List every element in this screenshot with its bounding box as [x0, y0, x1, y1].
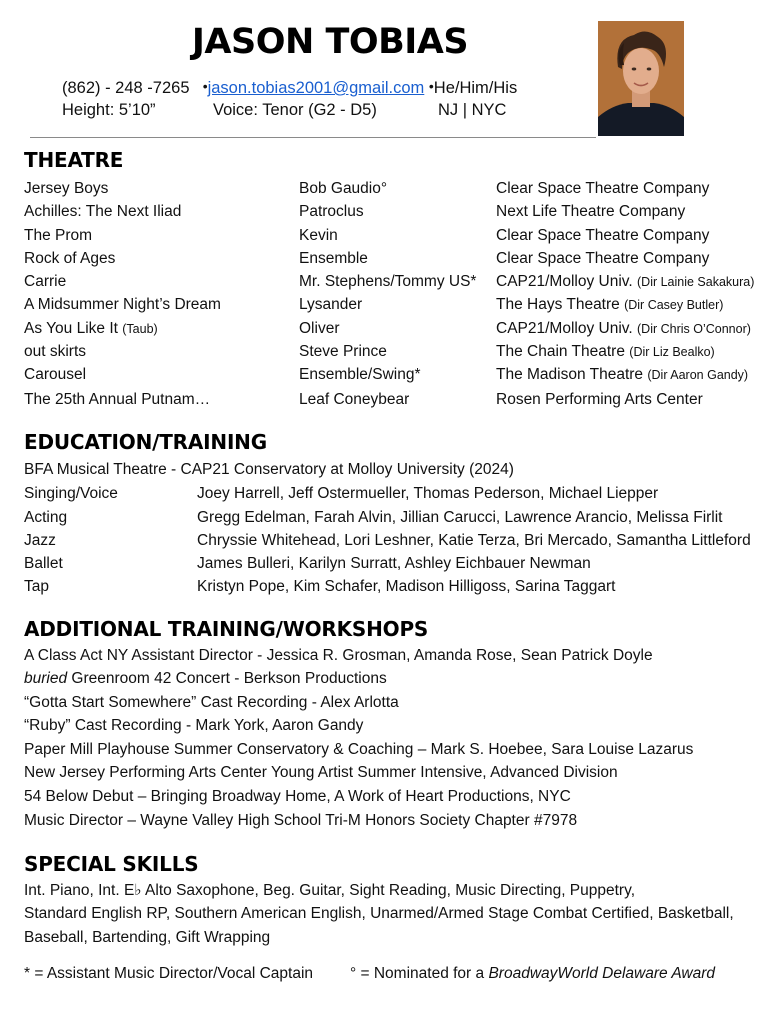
- venue: CAP21/Molloy Univ. (Dir Lainie Sakakura): [496, 273, 755, 291]
- theatre-heading: THEATRE: [24, 148, 124, 172]
- role: Ensemble: [299, 249, 368, 267]
- venue: The Chain Theatre (Dir Liz Bealko): [496, 343, 715, 361]
- workshop-item: Paper Mill Playhouse Summer Conservatory & Coaching – Mark S. Hoebee, Sara Louise Lazarus: [24, 741, 694, 758]
- table-row: [24, 271, 764, 294]
- role: Steve Prince: [299, 343, 387, 361]
- venue: Clear Space Theatre Company: [496, 249, 710, 267]
- venue: Rosen Performing Arts Center: [496, 390, 703, 408]
- show-title: Carrie: [24, 273, 67, 291]
- resume-name: JASON TOBIAS: [191, 22, 469, 62]
- list-item: [24, 485, 764, 508]
- table-row: [24, 364, 764, 389]
- role: Kevin: [299, 226, 338, 244]
- skills-line: Standard English RP, Southern American English, Unarmed/Armed Stage Combat Certified, Basketball,: [24, 905, 734, 922]
- role: Bob Gaudio°: [299, 180, 388, 197]
- theatre-credits-table: [24, 178, 764, 412]
- show-title: Carousel: [24, 366, 87, 384]
- headshot-photo: [598, 21, 684, 136]
- training-category: Singing/Voice: [24, 485, 118, 502]
- show-title: The 25th Annual Putnam…: [24, 390, 211, 408]
- role: Oliver: [299, 319, 340, 337]
- training-teachers: James Bulleri, Karilyn Surratt, Ashley Eichbauer Newman: [197, 555, 591, 572]
- list-item: [24, 555, 764, 578]
- training-category: Ballet: [24, 555, 63, 572]
- show-title: Jersey Boys: [24, 180, 109, 197]
- show-title: out skirts: [24, 343, 87, 361]
- table-row: [24, 389, 764, 412]
- email-link[interactable]: jason.tobias2001@gmail.com: [207, 79, 425, 97]
- workshop-item: A Class Act NY Assistant Director - Jessica R. Grosman, Amanda Rose, Sean Patrick Doyle: [24, 647, 653, 664]
- role: Ensemble/Swing*: [299, 366, 421, 384]
- role: Lysander: [299, 296, 363, 314]
- height-value: Height: 5’10”: [62, 101, 156, 119]
- skills-line: Baseball, Bartending, Gift Wrapping: [24, 929, 271, 946]
- venue: CAP21/Molloy Univ. (Dir Chris O’Connor): [496, 319, 751, 337]
- additional-training-heading: ADDITIONAL TRAINING/WORKSHOPS: [24, 617, 429, 641]
- training-category: Tap: [24, 578, 49, 595]
- show-note: (Taub): [122, 321, 158, 336]
- show-title: A Midsummer Night’s Dream: [24, 296, 221, 314]
- footnote-degree-symbol: ° = Nominated for a BroadwayWorld Delaware Award: [350, 965, 716, 982]
- training-teachers: Kristyn Pope, Kim Schafer, Madison Hilligoss, Sarina Taggart: [197, 578, 616, 595]
- director-note: (Dir Chris O’Connor): [637, 321, 751, 336]
- workshop-item: buried Greenroom 42 Concert - Berkson Productions: [24, 670, 387, 687]
- director-note: (Dir Lainie Sakakura): [637, 275, 755, 290]
- training-teachers: Gregg Edelman, Farah Alvin, Jillian Carucci, Lawrence Arancio, Melissa Firlit: [197, 509, 723, 526]
- list-item: [24, 509, 764, 532]
- pronouns: He/Him/His: [433, 79, 518, 97]
- list-item: [24, 578, 764, 601]
- separator-dot: •: [428, 78, 434, 94]
- director-note: (Dir Liz Bealko): [629, 345, 715, 360]
- skills-line: Int. Piano, Int. E♭ Alto Saxophone, Beg. Guitar, Sight Reading, Music Directing, Puppetry,: [24, 882, 636, 899]
- workshop-item: “Gotta Start Somewhere” Cast Recording - Alex Arlotta: [24, 694, 399, 711]
- workshop-item: Music Director – Wayne Valley High School Tri-M Honors Society Chapter #7978: [24, 812, 578, 829]
- role: Mr. Stephens/Tommy US*: [299, 273, 477, 291]
- venue: Clear Space Theatre Company: [496, 226, 710, 244]
- venue: Clear Space Theatre Company: [496, 180, 710, 197]
- workshop-item: “Ruby” Cast Recording - Mark York, Aaron Gandy: [24, 717, 364, 734]
- show-title: Rock of Ages: [24, 249, 116, 267]
- show-title: Achilles: The Next Iliad: [24, 203, 182, 221]
- table-row: [24, 225, 764, 248]
- education-heading: EDUCATION/TRAINING: [24, 430, 267, 454]
- table-row: [24, 178, 764, 201]
- table-row: [24, 294, 764, 317]
- table-row: [24, 341, 764, 364]
- voice-type: Voice: Tenor (G2 - D5): [213, 101, 377, 119]
- contact-line-1: [62, 78, 517, 98]
- show-title: The Prom: [24, 226, 93, 244]
- table-row: [24, 318, 764, 341]
- training-category: Jazz: [24, 532, 56, 549]
- table-row: [24, 248, 764, 271]
- degree: BFA Musical Theatre - CAP21 Conservatory at Molloy University (2024): [24, 461, 514, 478]
- footnote-asterisk: * = Assistant Music Director/Vocal Captain: [24, 965, 314, 982]
- phone-number: (862) - 248 -7265: [62, 79, 190, 97]
- training-teachers: Chryssie Whitehead, Lori Leshner, Katie Terza, Bri Mercado, Samantha Littleford: [197, 532, 751, 549]
- location: NJ | NYC: [438, 101, 507, 119]
- table-row: [24, 201, 764, 224]
- training-teachers: Joey Harrell, Jeff Ostermueller, Thomas Pederson, Michael Liepper: [197, 485, 659, 502]
- training-category: Acting: [24, 509, 68, 526]
- show-title: As You Like It (Taub): [24, 319, 158, 337]
- director-note: (Dir Casey Butler): [624, 298, 724, 313]
- venue: The Madison Theatre (Dir Aaron Gandy): [496, 366, 749, 384]
- workshop-item: 54 Below Debut – Bringing Broadway Home, A Work of Heart Productions, NYC: [24, 788, 571, 805]
- venue: Next Life Theatre Company: [496, 203, 686, 221]
- venue: The Hays Theatre (Dir Casey Butler): [496, 296, 724, 314]
- role: Patroclus: [299, 203, 364, 221]
- separator-dot: •: [202, 78, 208, 94]
- role: Leaf Coneybear: [299, 390, 410, 408]
- workshop-item: New Jersey Performing Arts Center Young Artist Summer Intensive, Advanced Division: [24, 764, 618, 781]
- special-skills-heading: SPECIAL SKILLS: [24, 852, 199, 876]
- list-item: [24, 532, 764, 555]
- header-divider: [30, 137, 596, 138]
- director-note: (Dir Aaron Gandy): [647, 368, 749, 383]
